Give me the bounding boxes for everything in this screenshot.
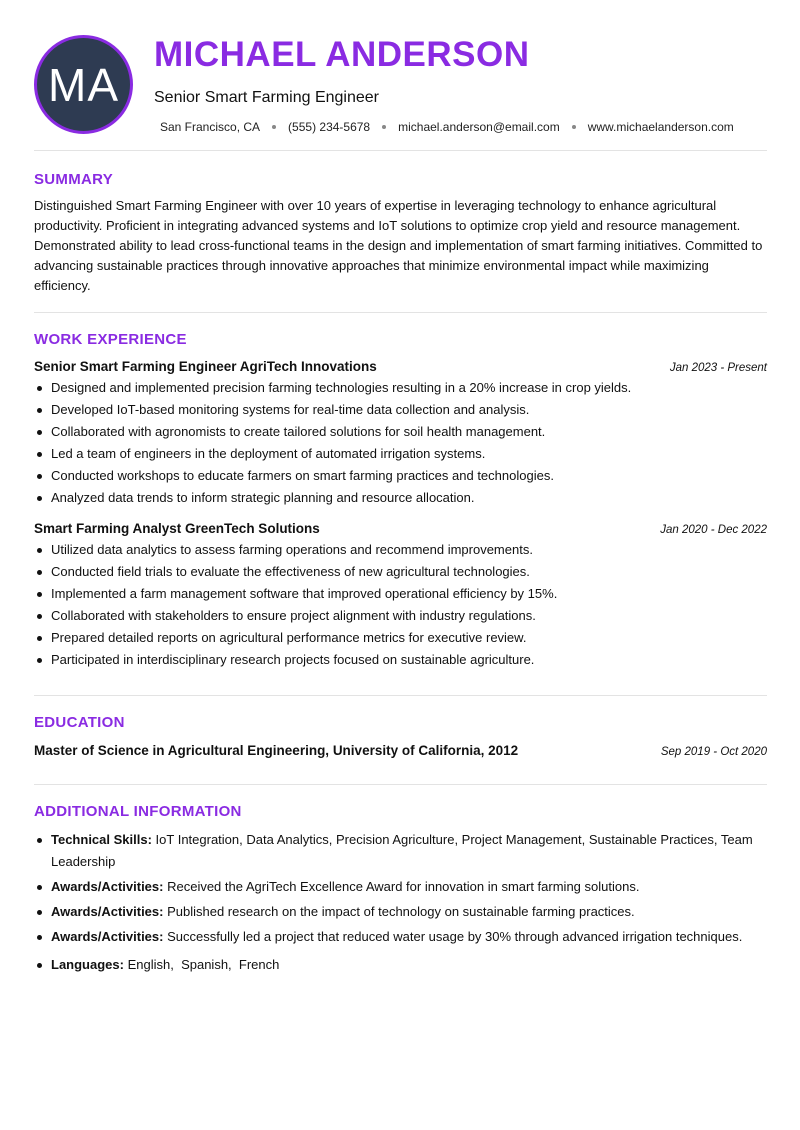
additional-heading: ADDITIONAL INFORMATION bbox=[34, 803, 242, 820]
contact-phone: (555) 234-5678 bbox=[288, 120, 371, 134]
list-item: Participated in interdisciplinary research projects focused on sustainable agriculture. bbox=[34, 649, 767, 671]
resume-header bbox=[34, 0, 767, 150]
item-text: English, Spanish, French bbox=[127, 957, 280, 972]
item-text: Received the AgriTech Excellence Award for innovation in smart farming solutions. bbox=[167, 879, 640, 894]
experience-heading: WORK EXPERIENCE bbox=[34, 331, 187, 348]
contact-location: San Francisco, CA bbox=[160, 120, 261, 134]
list-item: Developed IoT-based monitoring systems for real-time data collection and analysis. bbox=[34, 399, 767, 421]
list-item bbox=[34, 954, 767, 976]
list-item bbox=[34, 876, 767, 898]
education-heading: EDUCATION bbox=[34, 714, 125, 731]
candidate-name: MICHAEL ANDERSON bbox=[154, 35, 530, 74]
summary-heading: SUMMARY bbox=[34, 171, 114, 188]
job-bullets bbox=[34, 539, 767, 671]
separator-dot bbox=[272, 125, 276, 129]
job-dates: Jan 2023 - Present bbox=[669, 362, 767, 374]
education-dates: Sep 2019 - Oct 2020 bbox=[660, 746, 767, 758]
job-title-headline: Senior Smart Farming Engineer bbox=[154, 89, 379, 106]
list-item: Utilized data analytics to assess farming operations and recommend improvements. bbox=[34, 539, 767, 561]
list-item: Conducted workshops to educate farmers on smart farming practices and technologies. bbox=[34, 465, 767, 487]
additional-section bbox=[34, 785, 767, 976]
summary-section bbox=[34, 151, 767, 312]
separator-dot bbox=[572, 125, 576, 129]
avatar bbox=[34, 35, 133, 134]
item-label: Awards/Activities: bbox=[51, 929, 164, 944]
job-title: Senior Smart Farming Engineer AgriTech Innovations bbox=[34, 359, 377, 374]
experience-section bbox=[34, 313, 767, 687]
additional-list bbox=[34, 829, 767, 976]
item-text: IoT Integration, Data Analytics, Precision Agriculture, Project Management, Sustainable Practices, Team Leadership bbox=[51, 832, 753, 869]
item-label: Technical Skills: bbox=[51, 832, 152, 847]
job-header bbox=[34, 521, 767, 536]
degree: Master of Science in Agricultural Engineering, University of California, 2012 bbox=[34, 743, 519, 758]
item-label: Awards/Activities: bbox=[51, 879, 164, 894]
list-item: Implemented a farm management software that improved operational efficiency by 15%. bbox=[34, 583, 767, 605]
list-item bbox=[34, 926, 767, 948]
job-bullets bbox=[34, 377, 767, 509]
list-item: Prepared detailed reports on agricultural performance metrics for executive review. bbox=[34, 627, 767, 649]
list-item: Collaborated with agronomists to create tailored solutions for soil health management. bbox=[34, 421, 767, 443]
job-dates: Jan 2020 - Dec 2022 bbox=[660, 524, 767, 536]
list-item bbox=[34, 901, 767, 923]
education-section bbox=[34, 696, 767, 784]
list-item: Conducted field trials to evaluate the effectiveness of new agricultural technologies. bbox=[34, 561, 767, 583]
item-label: Awards/Activities: bbox=[51, 904, 164, 919]
item-text: Successfully led a project that reduced water usage by 30% through advanced irrigation techniques. bbox=[167, 929, 743, 944]
list-item: Collaborated with stakeholders to ensure project alignment with industry regulations. bbox=[34, 605, 767, 627]
summary-text: Distinguished Smart Farming Engineer with over 10 years of expertise in leveraging technology to enhance agricultural productivity. Proficient in integrating advanced systems and IoT solutions to optimize crop yield and resource management. Demonstrated ability to lead cross-functional teams in the design and implementation of smart farming initiatives. Committed to advancing sustainable practices through innovative approaches that minimize environmental impact while maximizing efficiency. bbox=[34, 198, 763, 293]
item-label: Languages: bbox=[51, 957, 124, 972]
list-item: Led a team of engineers in the deployment of automated irrigation systems. bbox=[34, 443, 767, 465]
avatar-initials: MA bbox=[48, 58, 119, 111]
list-item bbox=[34, 829, 767, 873]
contact-website: www.michaelanderson.com bbox=[587, 120, 734, 134]
contact-info bbox=[160, 120, 734, 134]
education-entry bbox=[34, 743, 767, 758]
separator-dot bbox=[382, 125, 386, 129]
item-text: Published research on the impact of technology on sustainable farming practices. bbox=[167, 904, 635, 919]
job-entry bbox=[34, 521, 767, 671]
job-header bbox=[34, 359, 767, 374]
job-title: Smart Farming Analyst GreenTech Solutions bbox=[34, 521, 320, 536]
list-item: Designed and implemented precision farming technologies resulting in a 20% increase in crop yields. bbox=[34, 377, 767, 399]
contact-email: michael.anderson@email.com bbox=[398, 120, 560, 134]
list-item: Analyzed data trends to inform strategic planning and resource allocation. bbox=[34, 487, 767, 509]
job-entry bbox=[34, 359, 767, 509]
